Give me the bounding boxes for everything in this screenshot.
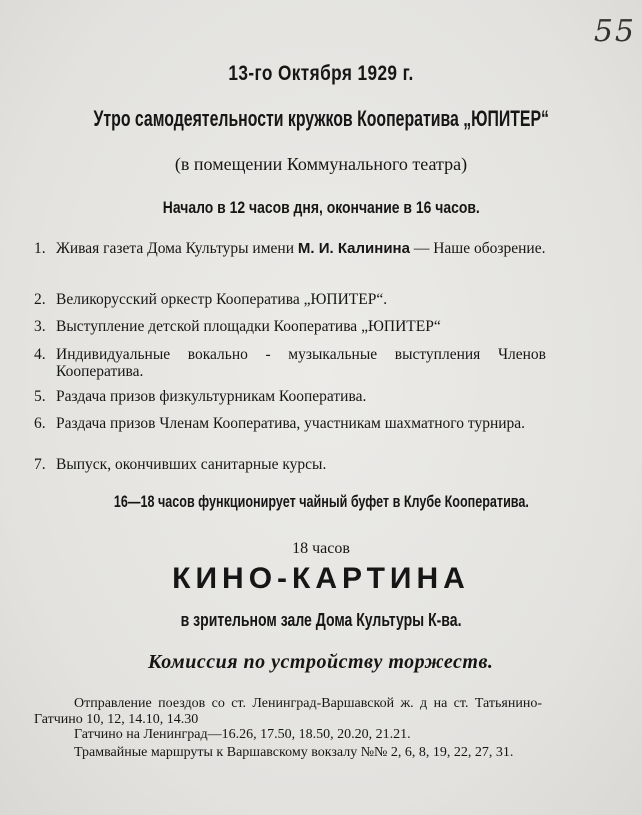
program-item-number: 7. bbox=[34, 456, 46, 473]
tram-routes: Трамвайные маршруты к Варшавскому вокзалу №№ 2, 6, 8, 19, 22, 27, 31. bbox=[74, 745, 514, 760]
film-place bbox=[0, 610, 642, 631]
program-item bbox=[34, 388, 546, 405]
program-item bbox=[34, 291, 546, 308]
program-item-text-after: — Наше обозрение. bbox=[409, 240, 546, 257]
program-item-text: Раздача призов физкультурникам Кооператива. bbox=[56, 388, 367, 405]
event-hours-text: Начало в 12 часов дня, окончание в 16 часов. bbox=[162, 198, 480, 217]
event-hours bbox=[0, 198, 642, 218]
film-title: КИНО-КАРТИНА bbox=[172, 562, 470, 595]
program-item-text: Живая газета Дома Культуры имени bbox=[56, 240, 298, 257]
event-headline-text: Утро самодеятельности кружков Кооператива „ЮПИТЕР“ bbox=[93, 106, 549, 131]
program-item-text: Великорусский оркестр Кооператива „ЮПИТЕР“. bbox=[56, 291, 388, 308]
train-schedule-outbound: Отправление поездов со ст. Ленинград-Варшавской ж. д на ст. Татьянино-Гатчино 10, 12, 14.10, 14.30 bbox=[34, 696, 542, 727]
program-item-number: 5. bbox=[34, 388, 46, 405]
program-item-number: 6. bbox=[34, 415, 46, 432]
event-date bbox=[0, 62, 642, 86]
film-place-text: в зрительном зале Дома Культуры К-ва. bbox=[180, 610, 462, 630]
film-time: 18 часов bbox=[292, 540, 350, 557]
program-item-number: 1. bbox=[34, 240, 46, 257]
program-item bbox=[34, 346, 546, 380]
program-item-text: Раздача призов Членам Кооператива, участникам шахматного турнира. bbox=[56, 415, 526, 432]
program-item-number: 2. bbox=[34, 291, 46, 308]
program-item-text: Выпуск, окончивших санитарные курсы. bbox=[56, 456, 327, 473]
program-item bbox=[34, 318, 546, 335]
program-item bbox=[34, 240, 546, 257]
buffet-notice bbox=[0, 492, 642, 512]
event-venue: (в помещении Коммунального театра) bbox=[174, 154, 468, 174]
program-item bbox=[34, 456, 546, 473]
program-item-number: 3. bbox=[34, 318, 46, 335]
program-item bbox=[34, 415, 546, 432]
event-headline bbox=[0, 106, 642, 132]
event-date-text: 13-го Октября 1929 г. bbox=[228, 62, 414, 85]
program-item-text: Индивидуальные вокально - музыкальные выступления Членов Кооператива. bbox=[56, 346, 546, 380]
train-schedule-return: Гатчино на Ленинград—16.26, 17.50, 18.50, 20.20, 21.21. bbox=[74, 727, 411, 742]
program-item-number: 4. bbox=[34, 346, 46, 363]
program-item-highlight: М. И. Калинина bbox=[297, 240, 410, 257]
program-item-text: Выступление детской площадки Кооператива „ЮПИТЕР“ bbox=[56, 318, 441, 335]
buffet-notice-text: 16—18 часов функционирует чайный буфет в Клубе Кооператива. bbox=[113, 492, 529, 511]
page-number: 55 bbox=[593, 14, 636, 49]
commission-signature: Комиссия по устройству торжеств. bbox=[148, 651, 494, 673]
